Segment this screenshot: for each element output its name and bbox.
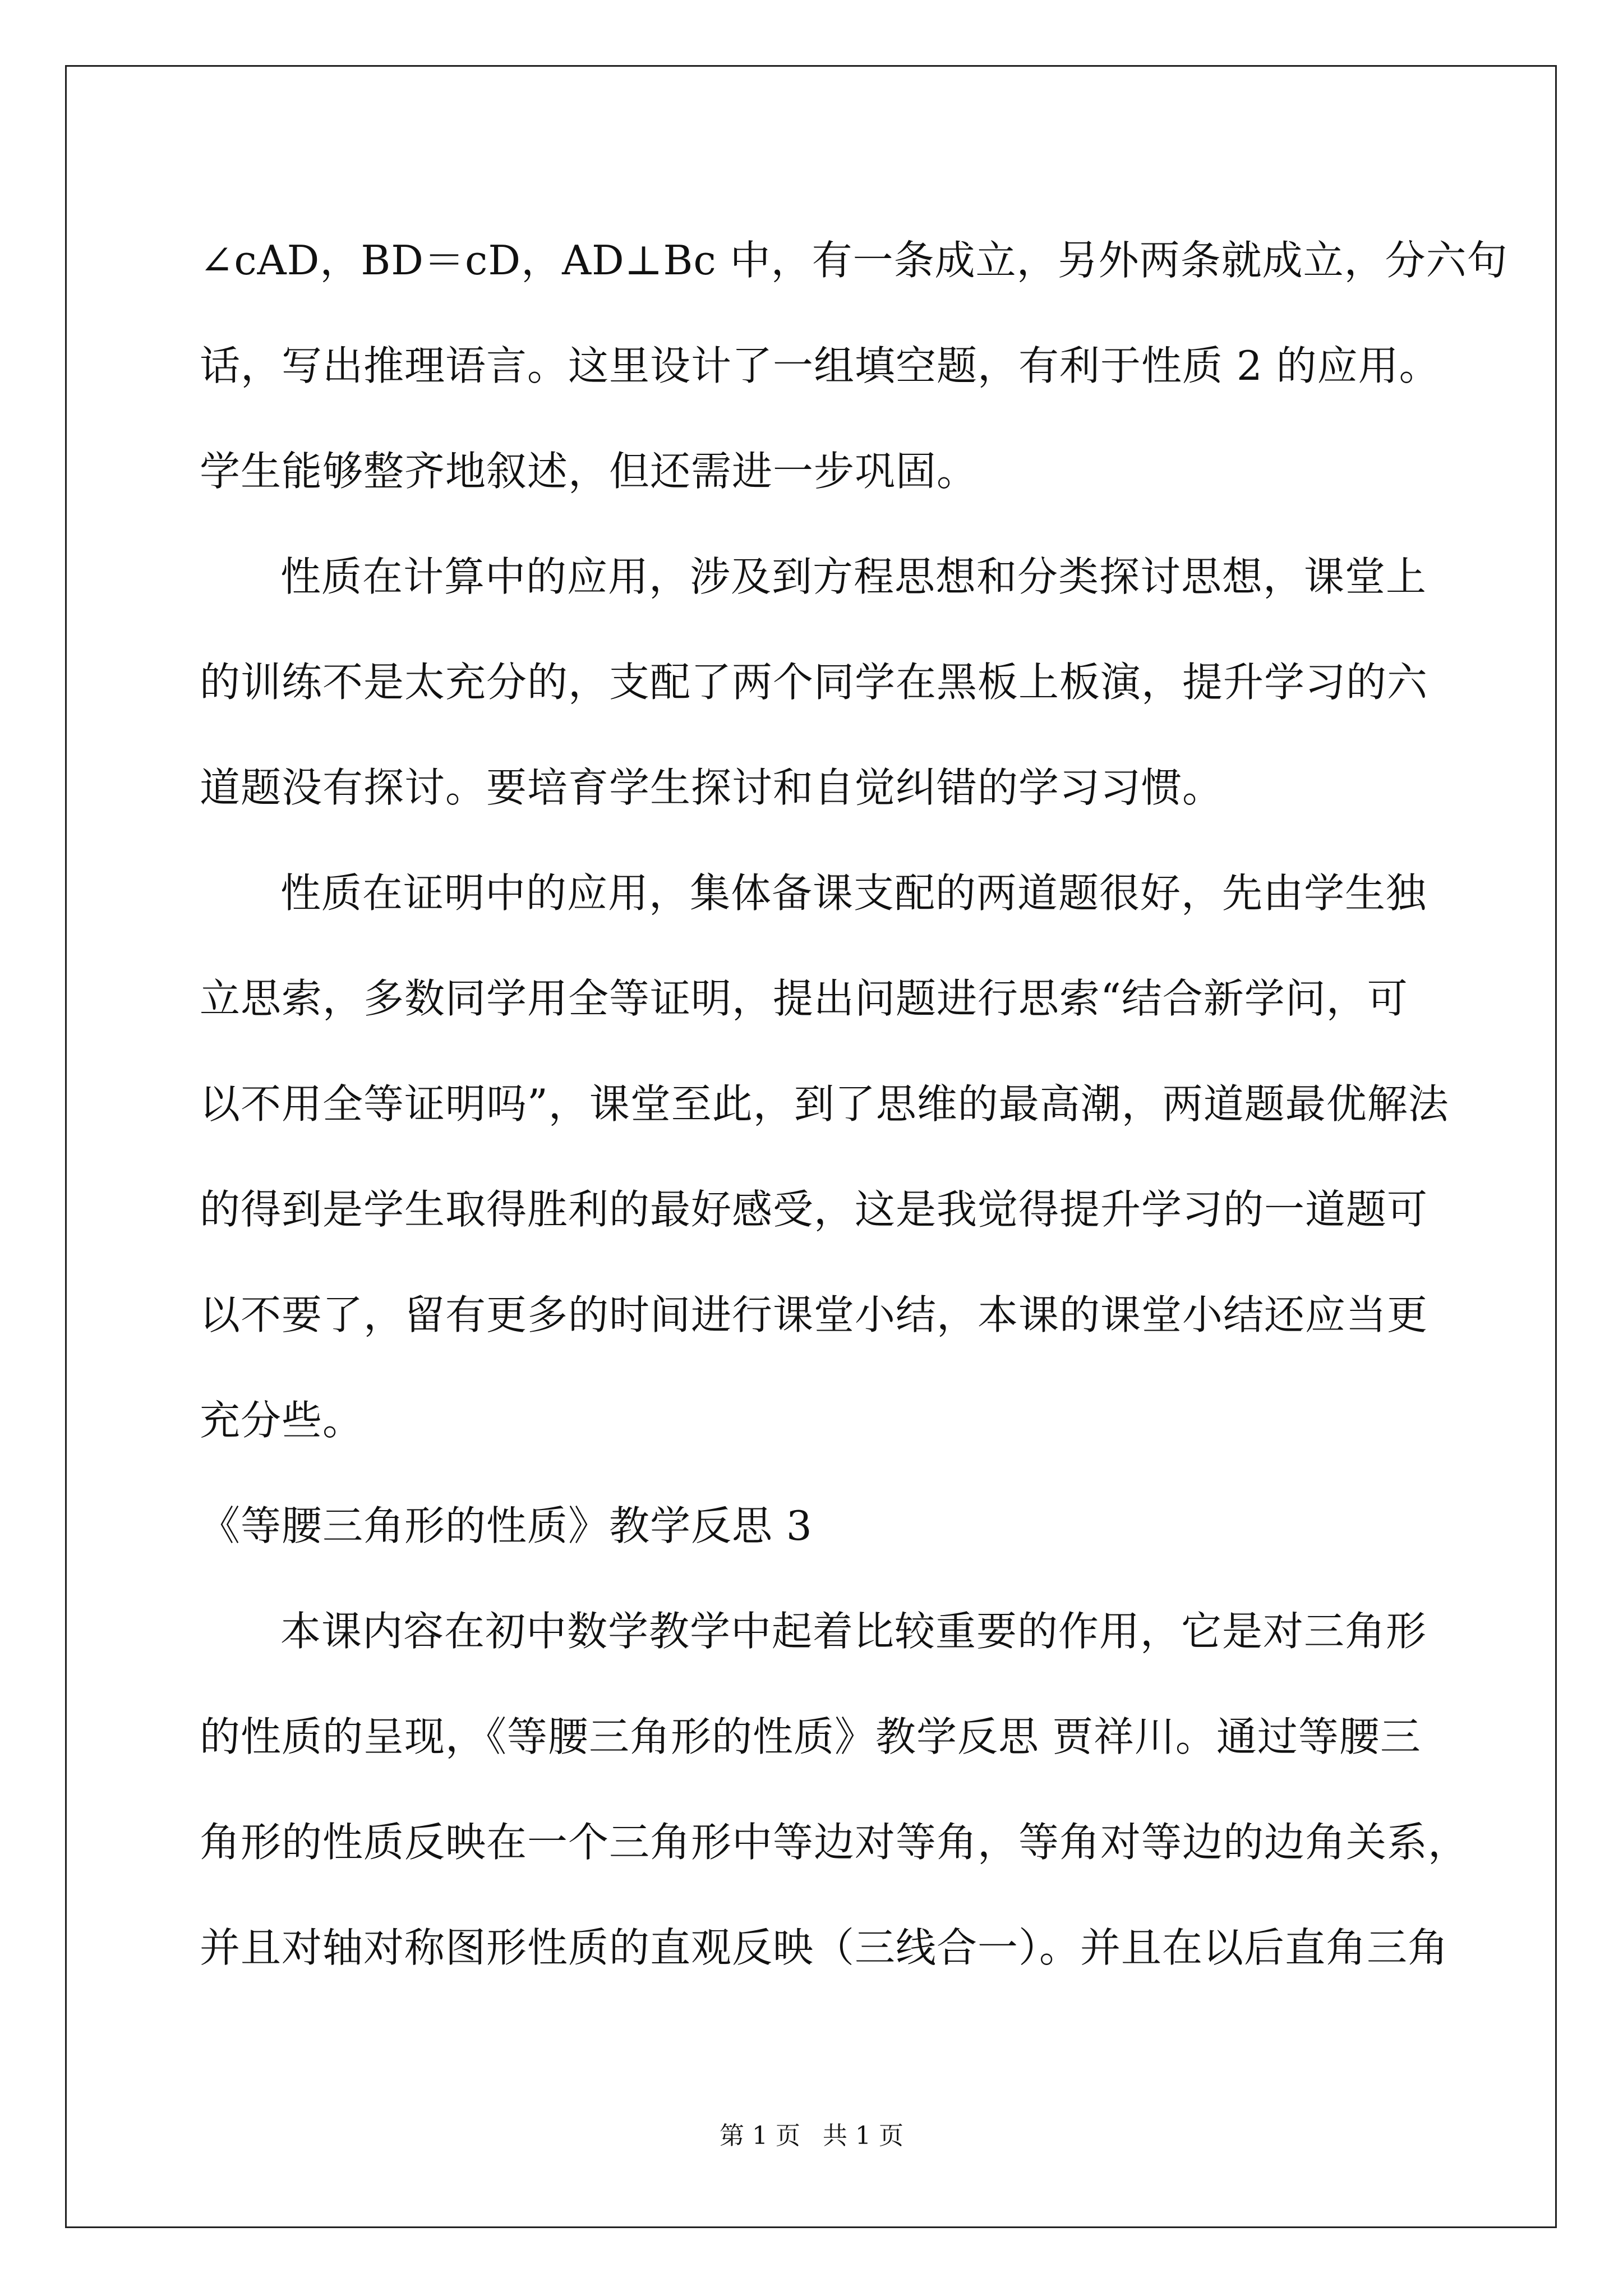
text-line: 充分些。 <box>200 1397 364 1444</box>
text-line: 的性质的呈现，《等腰三角形的性质》教学反思 贾祥川。通过等腰三 <box>200 1713 1421 1760</box>
text-line: 性质在证明中的应用，集体备课支配的两道题很好，先由学生独 <box>280 869 1427 917</box>
page-total: 共 1 页 <box>823 2122 903 2150</box>
text-line: 立思索，多数同学用全等证明，提出问题进行思索“结合新学问，可 <box>200 975 1408 1022</box>
page-footer <box>0 2119 1623 2153</box>
text-line: 的训练不是太充分的，支配了两个同学在黑板上板演，提升学习的六 <box>200 659 1428 706</box>
text-line: 性质在计算中的应用，涉及到方程思想和分类探讨思想，课堂上 <box>280 553 1427 600</box>
text-line: 的得到是学生取得胜利的最好感受，这是我觉得提升学习的一道题可 <box>200 1186 1428 1233</box>
text-line: 本课内容在初中数学教学中起着比较重要的作用，它是对三角形 <box>280 1608 1427 1655</box>
text-line: ∠cAD，BD＝cD，AD⊥Bc 中，有一条成立，另外两条就成立，分六句 <box>200 237 1508 284</box>
text-line: 道题没有探讨。要培育学生探讨和自觉纠错的学习习惯。 <box>200 764 1224 811</box>
text-line: 以不要了，留有更多的时间进行课堂小结，本课的课堂小结还应当更 <box>200 1291 1428 1338</box>
text-line: 并且对轴对称图形性质的直观反映（三线合一）。并且在以后直角三角 <box>200 1924 1449 1971</box>
text-line: 角形的性质反映在一个三角形中等边对等角，等角对等边的边角关系， <box>200 1819 1469 1866</box>
text-line: 话，写出推理语言。这里设计了一组填空题，有利于性质 2 的应用。 <box>200 342 1440 389</box>
text-line: 以不用全等证明吗”，课堂至此，到了思维的最高潮，两道题最优解法 <box>200 1080 1449 1128</box>
page-number: 第 1 页 <box>720 2122 800 2150</box>
text-line: 学生能够整齐地叙述，但还需进一步巩固。 <box>200 448 978 495</box>
section-heading: 《等腰三角形的性质》教学反思 3 <box>200 1502 813 1549</box>
document-body <box>200 208 1508 2000</box>
